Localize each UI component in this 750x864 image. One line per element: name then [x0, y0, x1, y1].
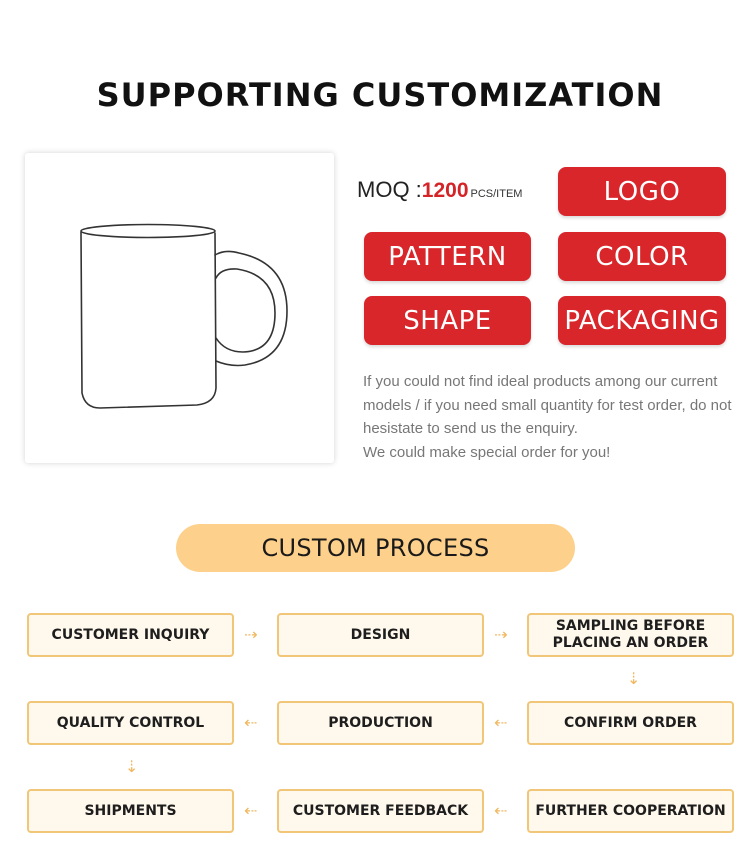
- step-confirm-order: CONFIRM ORDER: [527, 701, 734, 745]
- moq-label: MOQ :: [357, 177, 422, 202]
- step-shipments: SHIPMENTS: [27, 789, 234, 833]
- arrow-down-icon: ⇢: [624, 671, 642, 685]
- process-title: CUSTOM PROCESS: [176, 524, 575, 572]
- arrow-left-icon: ⇠: [244, 803, 258, 820]
- moq-info: [357, 177, 522, 203]
- option-color-button[interactable]: COLOR: [558, 232, 726, 281]
- arrow-left-icon: ⇠: [494, 715, 508, 732]
- mug-outline-icon: [25, 153, 334, 463]
- option-shape-button[interactable]: SHAPE: [364, 296, 531, 345]
- step-design: DESIGN: [277, 613, 484, 657]
- arrow-right-icon: ⇢: [244, 627, 258, 644]
- option-pattern-button[interactable]: PATTERN: [364, 232, 531, 281]
- product-image-card: [25, 153, 334, 463]
- step-further-cooperation: FURTHER COOPERATION: [527, 789, 734, 833]
- description-text: [363, 370, 738, 464]
- step-customer-inquiry: CUSTOMER INQUIRY: [27, 613, 234, 657]
- step-customer-feedback: CUSTOMER FEEDBACK: [277, 789, 484, 833]
- step-sampling: SAMPLING BEFORE PLACING AN ORDER: [527, 613, 734, 657]
- arrow-left-icon: ⇠: [244, 715, 258, 732]
- option-packaging-button[interactable]: PACKAGING: [558, 296, 726, 345]
- step-production: PRODUCTION: [277, 701, 484, 745]
- step-quality-control: QUALITY CONTROL: [27, 701, 234, 745]
- page-title: SUPPORTING CUSTOMIZATION: [96, 76, 664, 114]
- moq-value: 1200: [421, 179, 469, 202]
- moq-unit: PCS/ITEM: [470, 188, 523, 200]
- description-paragraph: If you could not find ideal products among our current models / if you need small quantity for test order, do not hesistate to send us the enquiry.: [363, 373, 732, 437]
- arrow-right-icon: ⇢: [494, 627, 508, 644]
- arrow-left-icon: ⇠: [494, 803, 508, 820]
- arrow-down-icon: ⇢: [122, 759, 140, 773]
- option-logo-button[interactable]: LOGO: [558, 167, 726, 216]
- description-cta: We could make special order for you!: [363, 443, 611, 461]
